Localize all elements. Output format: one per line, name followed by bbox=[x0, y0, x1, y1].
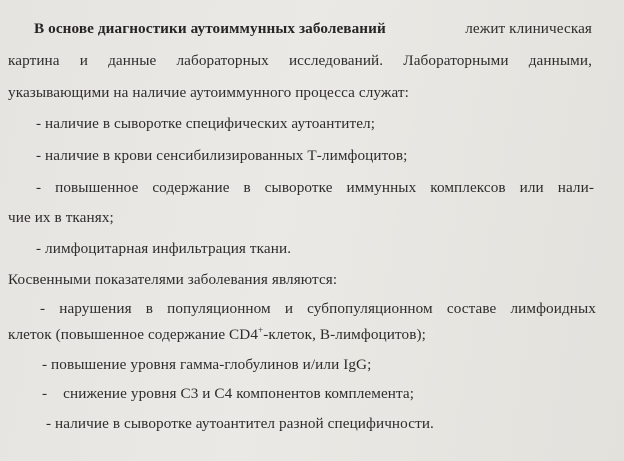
paragraph-2-heading: Косвенными показателями заболевания являются: bbox=[8, 271, 338, 288]
paragraph-1-line-1 bbox=[34, 19, 592, 39]
list-item-complement-text: снижение уровня С3 и С4 компонентов комплемента; bbox=[63, 385, 415, 402]
list-item-gamma-globulins: - повышение уровня гамма-глобулинов и/или IgG; bbox=[42, 356, 372, 373]
list-item-t-lymphocytes: - наличие в крови сенсибилизированных Т-лимфоцитов; bbox=[36, 147, 408, 164]
list-item-lymphoid-cells-line-2 bbox=[8, 325, 426, 345]
list-item-lymphocytic-infiltration: - лимфоцитарная инфильтрация ткани. bbox=[36, 240, 292, 257]
lymphoid-cells-text-b: -клеток, В-лимфоцитов); bbox=[263, 326, 426, 343]
list-item-lymphoid-cells-text: - нарушения в популяционном и субпопуляционном составе лимфоидных bbox=[40, 300, 596, 317]
list-item-autoantibodies-specificity: - наличие в сыворотке аутоантител разной специфичности. bbox=[46, 415, 434, 432]
paragraph-1-line-2-text: картина и данные лабораторных исследований. Лабораторными данными, bbox=[8, 52, 592, 69]
cd4-superscript: + bbox=[258, 325, 264, 335]
list-item-lymphoid-cells-line-1 bbox=[40, 299, 596, 319]
list-item-autoantibodies: - наличие в сыворотке специфических аутоантител; bbox=[36, 115, 376, 132]
lymphoid-cells-text-a: клеток (повышенное содержание CD4 bbox=[8, 326, 259, 343]
paragraph-1-line-3: указывающими на наличие аутоиммунного процесса служат: bbox=[8, 84, 409, 101]
paragraph-1-line-1-rest: лежит клиническая bbox=[465, 20, 592, 37]
list-item-immune-complexes-text: - повышенное содержание в сыворотке иммунных комплексов или нали- bbox=[36, 179, 594, 196]
list-item-immune-complexes-line-2: чие их в тканях; bbox=[8, 209, 114, 226]
list-item-complement-dash: - bbox=[42, 385, 48, 402]
paragraph-1-line-2 bbox=[8, 51, 592, 71]
list-item-immune-complexes-line-1 bbox=[36, 178, 594, 198]
diagnostics-heading-bold: В основе диагностики аутоиммунных заболеваний bbox=[34, 20, 386, 37]
list-item-complement bbox=[42, 384, 414, 404]
